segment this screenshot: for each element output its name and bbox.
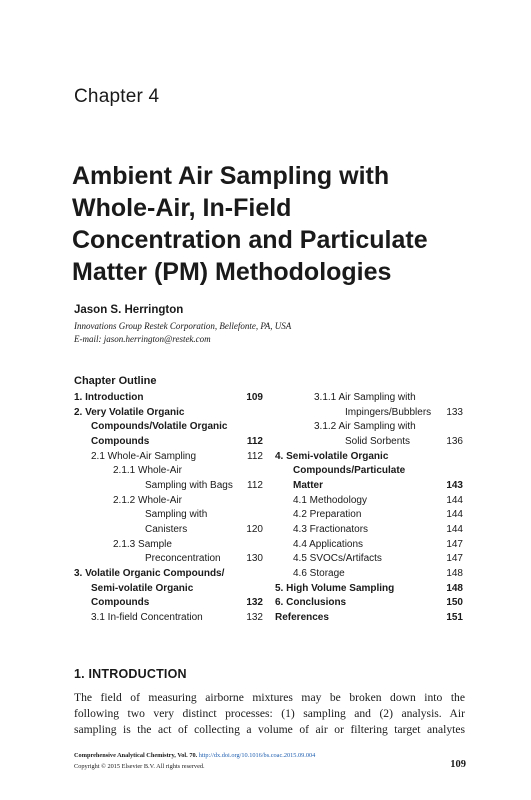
chapter-label: Chapter 4 <box>74 86 160 107</box>
toc-entry-continuation <box>145 508 207 523</box>
toc-entry-text: 4.5 SVOCs/Artifacts <box>293 553 382 564</box>
toc-entry-text: 3.1.1 Air Sampling with <box>314 392 416 403</box>
page-number: 109 <box>450 759 466 770</box>
toc-page-number: 112 <box>247 480 263 491</box>
toc-page-number: 147 <box>446 553 463 564</box>
toc-entry[interactable] <box>74 406 184 421</box>
toc-entry-text: Solid Sorbents <box>345 436 411 447</box>
toc-entry-continuation <box>91 435 149 450</box>
toc-entry[interactable] <box>113 494 182 509</box>
toc-entry[interactable] <box>275 611 329 626</box>
toc-page-number: 112 <box>247 451 263 462</box>
toc-page-number: 144 <box>446 524 463 535</box>
toc-entry-continuation <box>91 420 228 435</box>
author-affiliation: Innovations Group Restek Corporation, Bellefonte, PA, USA <box>74 321 292 331</box>
toc-page-number: 109 <box>246 392 263 403</box>
toc-entry-text: 3.1.2 Air Sampling with <box>314 421 416 432</box>
toc-page-number: 143 <box>446 480 463 491</box>
toc-entry-continuation <box>145 479 233 494</box>
author-email: E-mail: jason.herrington@restek.com <box>74 334 211 344</box>
toc-entry-text: References <box>275 612 329 623</box>
title-line: Concentration and Particulate <box>72 226 428 254</box>
toc-entry-text: Preconcentration <box>145 553 221 564</box>
toc-entry[interactable] <box>293 538 363 553</box>
toc-entry-text: 4.3 Fractionators <box>293 524 369 535</box>
toc-entry-text: 4.2 Preparation <box>293 509 362 520</box>
toc-page-number: 132 <box>246 597 263 608</box>
toc-entry-text: Sampling with <box>145 509 208 520</box>
toc-page-number: 132 <box>246 612 263 623</box>
outline-heading: Chapter Outline <box>74 375 157 387</box>
toc-entry-text: 3. Volatile Organic Compounds/ <box>74 568 225 579</box>
toc-entry-text: Canisters <box>145 524 188 535</box>
toc-page-number: 120 <box>246 524 263 535</box>
toc-page-number: 136 <box>446 436 463 447</box>
toc-page-number: 147 <box>446 539 463 550</box>
doi-link[interactable]: http://dx.doi.org/10.1016/bs.coac.2015.09.004 <box>198 752 316 759</box>
toc-entry-text: 2.1 Whole-Air Sampling <box>91 451 197 462</box>
toc-entry[interactable] <box>275 450 388 465</box>
toc-entry-text: 3.1 In-field Concentration <box>91 612 203 623</box>
chapter-title <box>72 160 492 288</box>
toc-entry-text: Sampling with Bags <box>145 480 233 491</box>
toc-entry[interactable] <box>91 450 196 465</box>
toc-entry-text: 5. High Volume Sampling <box>275 583 395 594</box>
title-line: Matter (PM) Methodologies <box>72 258 392 286</box>
journal-name: Comprehensive Analytical Chemistry, Vol. 70. <box>74 752 198 759</box>
toc-entry-text: 2. Very Volatile Organic <box>74 407 185 418</box>
toc-entry[interactable] <box>113 538 172 553</box>
body-line: sampling is the act of collecting a volume of air or filtering target analytes <box>74 723 465 736</box>
title-line: Whole-Air, In-Field <box>72 194 292 222</box>
toc-entry[interactable] <box>74 391 143 406</box>
toc-page-number: 150 <box>446 597 463 608</box>
toc-entry[interactable] <box>293 567 345 582</box>
toc-entry-text: 4.4 Applications <box>293 539 364 550</box>
toc-entry-text: Semi-volatile Organic <box>91 583 194 594</box>
toc-entry[interactable] <box>293 523 368 538</box>
toc-entry[interactable] <box>293 552 382 567</box>
toc-entry-text: Compounds <box>91 436 150 447</box>
toc-entry[interactable] <box>74 567 224 582</box>
toc-entry-text: 2.1.1 Whole-Air <box>113 465 182 476</box>
toc-entry-text: Compounds/Volatile Organic <box>91 421 228 432</box>
toc-entry-text: Compounds/Particulate <box>293 465 406 476</box>
toc-entry-continuation <box>345 406 431 421</box>
toc-entry-text: 6. Conclusions <box>275 597 347 608</box>
toc-page-number: 133 <box>446 407 463 418</box>
toc-entry[interactable] <box>275 596 346 611</box>
toc-entry-text: Matter <box>293 480 324 491</box>
toc-entry-continuation <box>91 596 149 611</box>
toc-entry[interactable] <box>293 494 367 509</box>
toc-page-number: 144 <box>446 509 463 520</box>
toc-page-number: 144 <box>446 495 463 506</box>
journal-citation <box>74 752 315 759</box>
toc-page-number: 148 <box>446 583 463 594</box>
toc-entry-continuation <box>91 582 193 597</box>
toc-entry-continuation <box>145 552 221 567</box>
toc-entry[interactable] <box>113 464 182 479</box>
toc-entry-continuation <box>293 464 405 479</box>
toc-page-number: 148 <box>446 568 463 579</box>
toc-entry-text: 2.1.2 Whole-Air <box>113 495 182 506</box>
toc-entry-continuation <box>345 435 410 450</box>
toc-entry-text: 4.6 Storage <box>293 568 345 579</box>
toc-entry-continuation <box>293 479 323 494</box>
toc-entry-text: Impingers/Bubblers <box>345 407 432 418</box>
body-line: The field of measuring airborne mixtures may be broken down into the <box>74 691 465 704</box>
toc-entry[interactable] <box>314 420 416 435</box>
toc-page-number: 151 <box>446 612 463 623</box>
author-name: Jason S. Herrington <box>74 304 184 316</box>
section-heading: 1. INTRODUCTION <box>74 667 187 681</box>
toc-entry-text: 4.1 Methodology <box>293 495 367 506</box>
toc-entry[interactable] <box>314 391 416 406</box>
toc-entry-text: Compounds <box>91 597 150 608</box>
toc-entry[interactable] <box>91 611 203 626</box>
body-line: following two very distinct processes: (1) sampling and (2) analysis. Air <box>74 707 465 720</box>
copyright-notice: Copyright © 2015 Elsevier B.V. All rights reserved. <box>74 763 205 770</box>
toc-entry[interactable] <box>293 508 361 523</box>
toc-page-number: 112 <box>246 436 263 447</box>
toc-entry-continuation <box>145 523 187 538</box>
toc-entry[interactable] <box>275 582 394 597</box>
title-line: Ambient Air Sampling with <box>72 162 390 190</box>
toc-entry-text: 4. Semi-volatile Organic <box>275 451 389 462</box>
body-paragraph <box>74 690 465 738</box>
toc-entry-text: 1. Introduction <box>74 392 144 403</box>
toc-entry-text: 2.1.3 Sample <box>113 539 172 550</box>
toc-page-number: 130 <box>246 553 263 564</box>
